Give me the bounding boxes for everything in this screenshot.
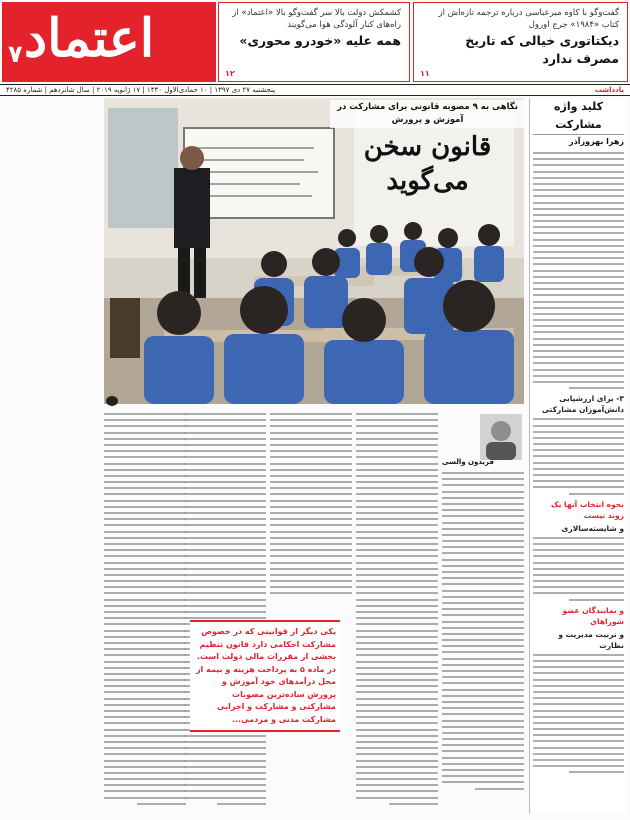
- column-subhead: ۳- برای ارزشیابی دانش‌آموزان مشارکتی: [541, 394, 624, 415]
- pull-quote: [190, 620, 340, 732]
- masthead: [0, 0, 630, 84]
- teaser-page-ref: ۱۲: [225, 69, 235, 78]
- teaser-box[interactable]: [218, 2, 410, 82]
- newspaper-logo[interactable]: [2, 2, 216, 82]
- main-kicker: نگاهی به ۹ مصوبه قانونی برای مشارکت در آموزش و پرورش: [330, 100, 525, 128]
- main-title: قانون سخن می‌گوید: [363, 132, 492, 196]
- section-label: یادداشت: [594, 86, 624, 94]
- teaser-kicker: کشمکش دولت بالا سر گفت‌وگو بالا «اعتماد» از راه‌های کنار آلودگی هوا می‌گویند: [232, 8, 401, 30]
- column-subhead: و شایسته‌سالاری: [561, 523, 624, 533]
- article-column: [104, 410, 186, 814]
- opinion-column: [529, 98, 627, 814]
- column-author: زهرا بهروزآذر: [569, 137, 624, 146]
- author-photo: [480, 414, 522, 460]
- teaser-page-ref: ۱۱: [420, 69, 430, 78]
- author-box: [442, 410, 524, 468]
- pull-quote-text: یکی دیگر از قوانینی که در خصوص مشارکت احکامی دارد قانون تنظیم بخشی از مقررات مالی دولت است. در ماده ۵ به پرداخت هزینه و بیمه از محل درآمدهای خود آموزش و پرورش ساده‌ترین مصوبات مشارکتی و مشارکت و اجرایی مشارکت مدنی و مردمی...: [195, 627, 336, 724]
- teaser-headline: دیکتاتوری خیالی که تاریخ مصرف ندارد: [465, 33, 619, 66]
- article-body: [104, 410, 524, 814]
- column-subhead: و نمایندگان عضو شوراهای: [562, 605, 624, 626]
- article-column: [356, 410, 438, 814]
- teaser-kicker: گفت‌وگو با کاوه میرعباسی درباره ترجمه تازه‌اش از کتاب «۱۹۸۴» جرج اورول: [438, 8, 619, 30]
- teaser-box[interactable]: [413, 2, 628, 82]
- article-column: [442, 410, 524, 814]
- column-title: کلید واژه مشارکت: [533, 98, 624, 135]
- author-name: فریدون والسی: [442, 458, 494, 466]
- article-column: [270, 410, 352, 814]
- column-subhead: و تربیت مدیریت و نظارت: [558, 629, 624, 650]
- teaser-headline: همه علیه «خودرو محوری»: [239, 33, 401, 48]
- column-body: [533, 152, 624, 389]
- date-strip: [0, 84, 630, 96]
- issue-date: پنجشنبه ۲۷ دی ۱۳۹۷ | ۱۰ جمادی‌الاول ۱۴۴۰ | ۱۷ ژانویه ۲۰۱۹ | سال شانزدهم | شماره ۴۲۸۵: [6, 86, 276, 94]
- main-headline-block[interactable]: [330, 100, 525, 198]
- photo-credit-icon: [106, 396, 118, 406]
- page-number: ۷: [8, 40, 23, 68]
- article-column: [184, 410, 266, 814]
- column-subhead: نحوه انتخاب آنها یک روند نیست: [550, 499, 624, 520]
- logo-text: اعتماد: [24, 8, 155, 69]
